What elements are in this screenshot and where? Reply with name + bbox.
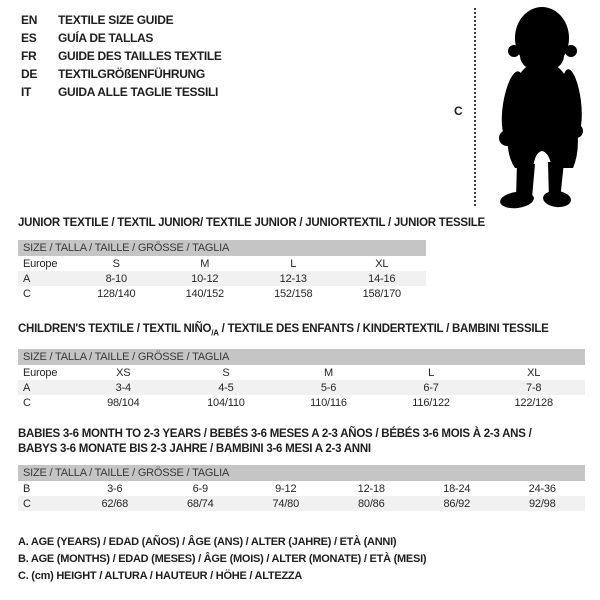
- cell: 110/116: [310, 396, 347, 409]
- babies-table-title: [18, 427, 585, 457]
- language-row-es: [21, 29, 222, 47]
- table-row: [18, 380, 585, 395]
- cell: 80/86: [357, 497, 385, 510]
- cell: 68/74: [186, 497, 214, 510]
- row-label: C: [23, 287, 31, 300]
- table-row: [18, 271, 426, 286]
- cell: 8-10: [105, 272, 127, 285]
- cell: L: [290, 257, 297, 270]
- size-header-bar: SIZE / TALLA / TAILLE / GRÖSSE / TAGLIA: [18, 465, 585, 481]
- language-label: TEXTILE SIZE GUIDE: [58, 13, 174, 27]
- babies-title-line-1: BABIES 3-6 MONTH TO 2-3 YEARS / BEBÉS 3-6 MESES A 2-3 AÑOS / BÉBÉS 3-6 MOIS À 2-3 ANS /: [18, 428, 532, 440]
- language-code: IT: [21, 85, 32, 99]
- children-table-title: [18, 322, 585, 340]
- cell: 24-36: [528, 482, 556, 495]
- cell: 74/80: [272, 497, 300, 510]
- legend-notes: [18, 534, 426, 585]
- cell: S: [112, 257, 120, 270]
- note-height-cm: C. (cm) HEIGHT / ALTURA / HAUTEUR / HÖHE / ALTEZZA: [18, 570, 303, 582]
- cell: 9-12: [275, 482, 297, 495]
- cell: 104/110: [207, 396, 245, 409]
- cell: 86/92: [443, 497, 471, 510]
- cell: 3-4: [115, 381, 131, 394]
- table-row: [18, 481, 585, 496]
- cell: S: [222, 366, 230, 379]
- note-age-years: A. AGE (YEARS) / EDAD (AÑOS) / ÂGE (ANS) / ALTER (JAHRE) / ETÀ (ANNI): [18, 536, 397, 548]
- baby-figure: [440, 0, 600, 215]
- cell: XL: [527, 366, 541, 379]
- cell: 128/140: [97, 287, 136, 300]
- size-header-bar: SIZE / TALLA / TAILLE / GRÖSSE / TAGLIA: [18, 349, 585, 365]
- junior-size-table: [18, 240, 426, 301]
- language-label: TEXTILGRÖßENFÜHRUNG: [58, 67, 205, 81]
- row-label: A: [23, 272, 31, 285]
- language-code: ES: [21, 31, 37, 45]
- language-row-it: [21, 83, 222, 101]
- cell: 122/128: [514, 396, 553, 409]
- language-row-fr: [21, 47, 222, 65]
- note-age-months: B. AGE (MONTHS) / EDAD (MESES) / ÂGE (MOIS) / ALTER (MONATE) / ETÀ (MESI): [18, 553, 427, 565]
- junior-textile-section: [18, 216, 485, 301]
- cell: 5-6: [320, 381, 337, 394]
- children-size-table: [18, 349, 585, 410]
- junior-table-title: JUNIOR TEXTILE / TEXTIL JUNIOR/ TEXTILE JUNIOR / JUNIORTEXTIL / JUNIOR TESSILE: [18, 217, 485, 229]
- babies-title-line-2: BABYS 3-6 MONATE BIS 2-3 JAHRE / BAMBINI 3-6 MESI A 2-3 ANNI: [18, 443, 371, 455]
- cell: 92/98: [528, 497, 556, 510]
- language-label: GUIDA ALLE TAGLIE TESSILI: [58, 85, 219, 99]
- height-measure-label: C: [454, 104, 463, 118]
- language-code: DE: [21, 67, 38, 81]
- cell: XL: [375, 257, 389, 270]
- row-label: Europe: [23, 257, 58, 270]
- babies-textile-section: [18, 427, 585, 511]
- language-row-en: [21, 11, 222, 29]
- row-label: B: [23, 482, 31, 495]
- cell: 12-13: [279, 272, 307, 285]
- cell: 18-24: [443, 482, 471, 495]
- cell: 98/104: [107, 396, 140, 409]
- language-label: GUÍA DE TALLAS: [58, 31, 154, 45]
- table-row: [18, 286, 426, 301]
- cell: L: [428, 366, 435, 379]
- language-row-de: [21, 65, 222, 83]
- cell: 10-12: [191, 272, 219, 285]
- cell: XS: [116, 366, 131, 379]
- title-part: / TEXTILE DES ENFANTS / KINDERTEXTIL / BAMBINI TESSILE: [218, 323, 549, 335]
- height-measure-dotted-line: [474, 8, 476, 206]
- cell: 158/170: [362, 287, 401, 300]
- row-label: Europe: [23, 366, 58, 379]
- babies-size-table: [18, 465, 585, 511]
- table-row: [18, 496, 585, 511]
- baby-silhouette-icon: [486, 2, 598, 212]
- cell: 12-18: [357, 482, 385, 495]
- cell: 3-6: [107, 482, 123, 495]
- cell: 6-9: [192, 482, 208, 495]
- cell: M: [324, 366, 333, 379]
- table-row: [18, 395, 585, 410]
- cell: 6-7: [423, 381, 439, 394]
- table-row: [18, 365, 585, 380]
- children-textile-section: [18, 322, 585, 410]
- cell: 7-8: [526, 381, 542, 394]
- cell: 14-16: [368, 272, 396, 285]
- cell: 140/152: [185, 287, 224, 300]
- table-row: [18, 256, 426, 271]
- row-label: C: [23, 396, 31, 409]
- size-header-bar: SIZE / TALLA / TAILLE / GRÖSSE / TAGLIA: [18, 240, 426, 256]
- language-label: GUIDE DES TAILLES TEXTILE: [58, 49, 222, 63]
- cell: 116/122: [412, 396, 450, 409]
- title-subscript: /A: [211, 328, 219, 338]
- title-part: CHILDREN'S TEXTILE / TEXTIL NIÑO: [18, 323, 212, 335]
- row-label: A: [23, 381, 31, 394]
- language-title-list: [21, 11, 222, 101]
- row-label: C: [23, 497, 31, 510]
- cell: 4-5: [218, 381, 234, 394]
- cell: 152/158: [274, 287, 313, 300]
- cell: 62/68: [101, 497, 129, 510]
- cell: M: [200, 257, 210, 270]
- language-code: EN: [21, 13, 38, 27]
- language-code: FR: [21, 49, 37, 63]
